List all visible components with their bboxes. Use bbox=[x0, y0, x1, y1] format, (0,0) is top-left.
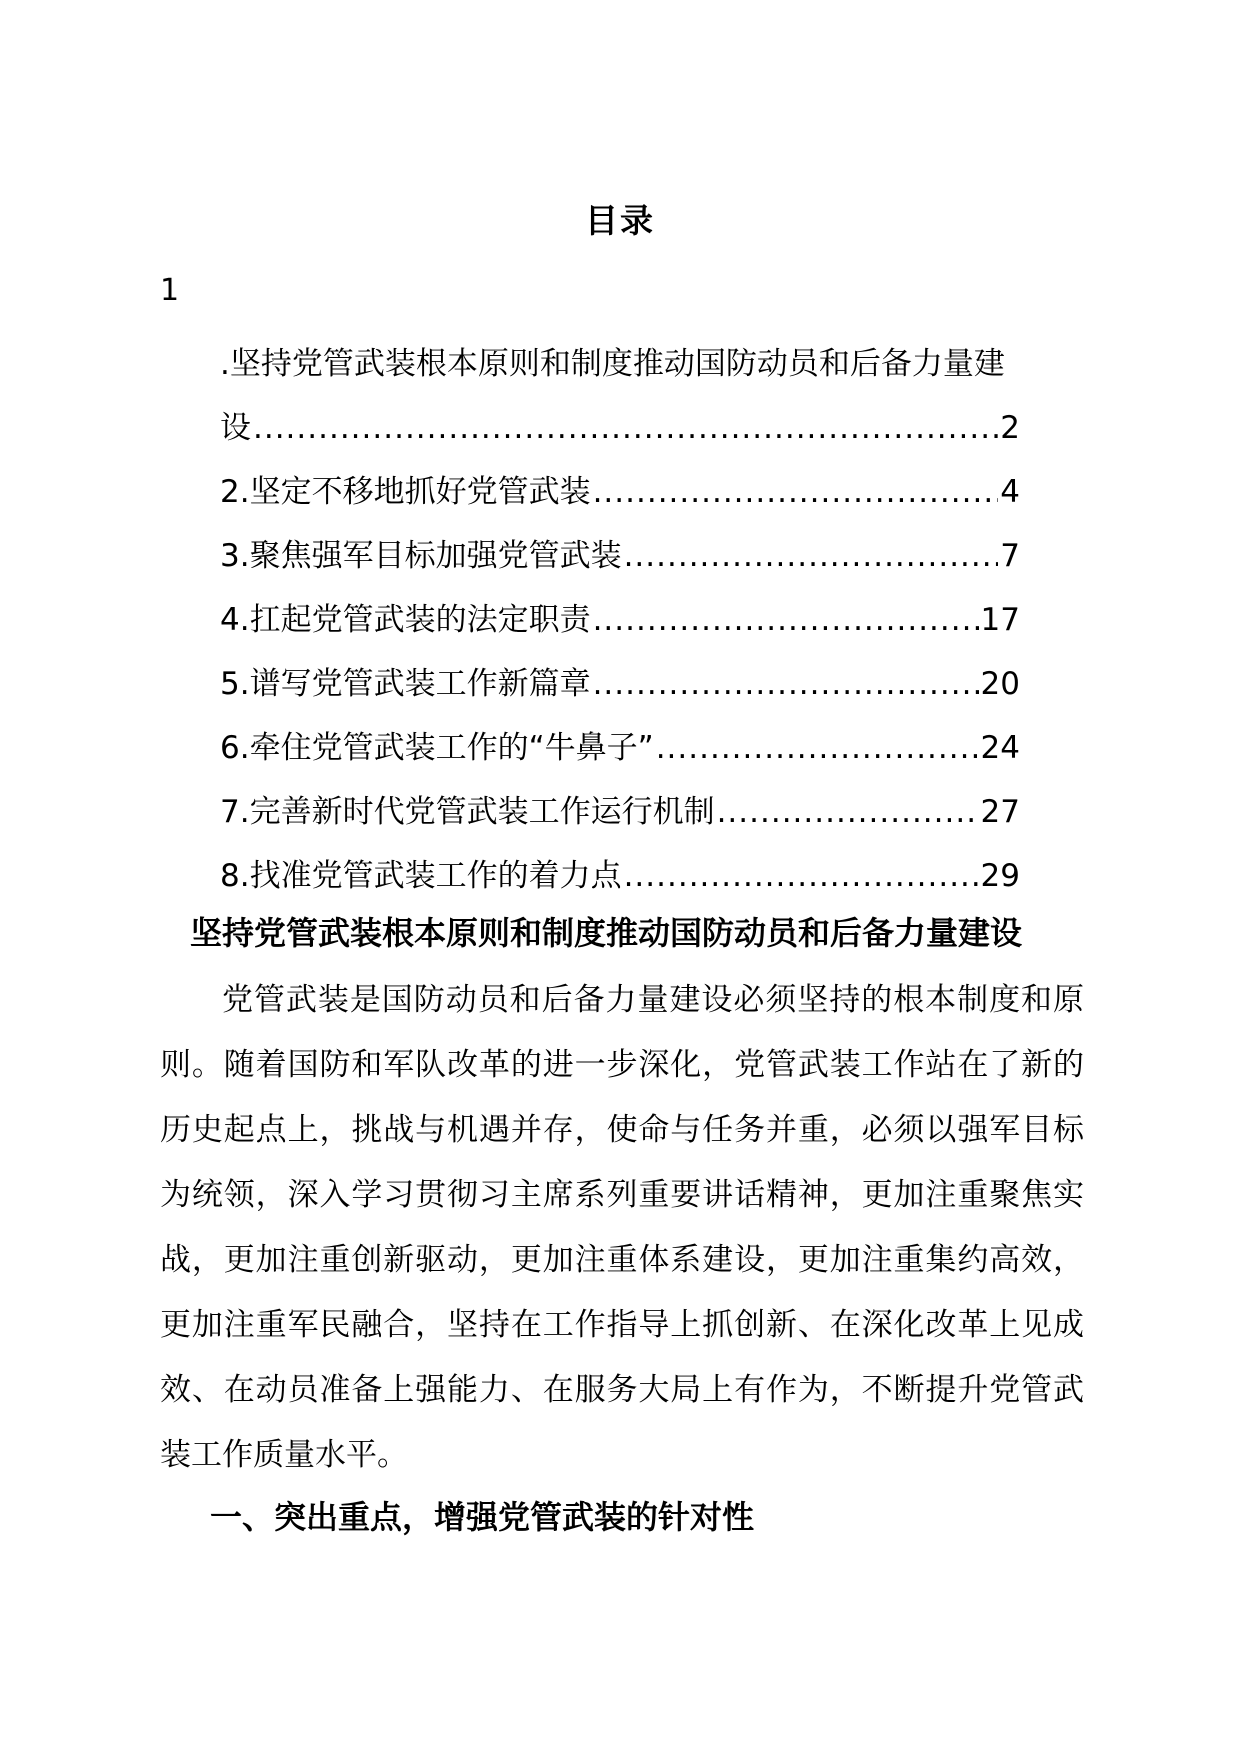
toc-entry-text: 8.找准党管武装工作的着力点 bbox=[220, 858, 622, 894]
toc-entry-text: 6.牵住党管武装工作的“牛鼻子” bbox=[220, 730, 654, 766]
toc-leader-dots bbox=[624, 844, 979, 908]
toc-entry-page: 17 bbox=[980, 602, 1020, 638]
toc-leader-dots bbox=[593, 652, 979, 716]
article-title: 坚持党管武装根本原则和制度推动国防动员和后备力量建设 bbox=[190, 914, 1023, 952]
toc-entry-7[interactable] bbox=[220, 780, 1020, 844]
toc-entry-1[interactable] bbox=[220, 332, 1092, 460]
toc-entry-4[interactable] bbox=[220, 588, 1020, 652]
toc-leader-dots bbox=[624, 524, 999, 588]
section-heading: 一、突出重点，增强党管武装的针对性 bbox=[210, 1498, 755, 1536]
toc-entry-page: 20 bbox=[980, 666, 1020, 702]
toc-leader-dots bbox=[593, 588, 979, 652]
toc-entry-text: 2.坚定不移地抓好党管武装 bbox=[220, 474, 591, 510]
toc-entry-page: 24 bbox=[980, 730, 1020, 766]
toc-leader-dots bbox=[253, 396, 998, 460]
toc-list bbox=[220, 460, 1020, 908]
toc-entry-text: 5.谱写党管武装工作新篇章 bbox=[220, 666, 591, 702]
toc-leader-dots bbox=[717, 780, 979, 844]
article-paragraph: 党管武装是国防动员和后备力量建设必须坚持的根本制度和原则。随着国防和军队改革的进一步深化，党管武装工作站在了新的历史起点上，挑战与机遇并存，使命与任务并重，必须以强军目标为统领，深入学习贯彻习主席系列重要讲话精神，更加注重聚焦实战，更加注重创新驱动，更加注重体系建设，更加注重集约高效，更加注重军民融合，坚持在工作指导上抓创新、在深化改革上见成效、在动员准备上强能力、在服务大局上有作为，不断提升党管武装工作质量水平。 bbox=[160, 982, 1084, 1473]
toc-entry-text: 4.扛起党管武装的法定职责 bbox=[220, 602, 591, 638]
toc-entry-2[interactable] bbox=[220, 460, 1020, 524]
toc-entry-text: 3.聚焦强军目标加强党管武装 bbox=[220, 538, 622, 574]
toc-entry-1-line2: 设 bbox=[220, 410, 251, 446]
toc-entry-8[interactable] bbox=[220, 844, 1020, 908]
toc-entry-1-line1: .坚持党管武装根本原则和制度推动国防动员和后备力量建 bbox=[220, 346, 1005, 382]
toc-entry-text: 7.完善新时代党管武装工作运行机制 bbox=[220, 794, 715, 830]
toc-entry-1-continuation bbox=[220, 396, 1020, 460]
toc-entry-3[interactable] bbox=[220, 524, 1020, 588]
toc-entry-page: 27 bbox=[980, 794, 1020, 830]
toc-title: 目录 bbox=[585, 201, 655, 240]
toc-section-number: 1 bbox=[160, 273, 180, 308]
toc-entry-page: 4 bbox=[1000, 474, 1020, 510]
toc-entry-1-page: 2 bbox=[1000, 410, 1020, 446]
toc-leader-dots bbox=[656, 716, 979, 780]
toc-entry-5[interactable] bbox=[220, 652, 1020, 716]
toc-entry-page: 7 bbox=[1000, 538, 1020, 574]
toc-leader-dots bbox=[593, 460, 999, 524]
toc-entry-page: 29 bbox=[980, 858, 1020, 894]
toc-entry-6[interactable] bbox=[220, 716, 1020, 780]
